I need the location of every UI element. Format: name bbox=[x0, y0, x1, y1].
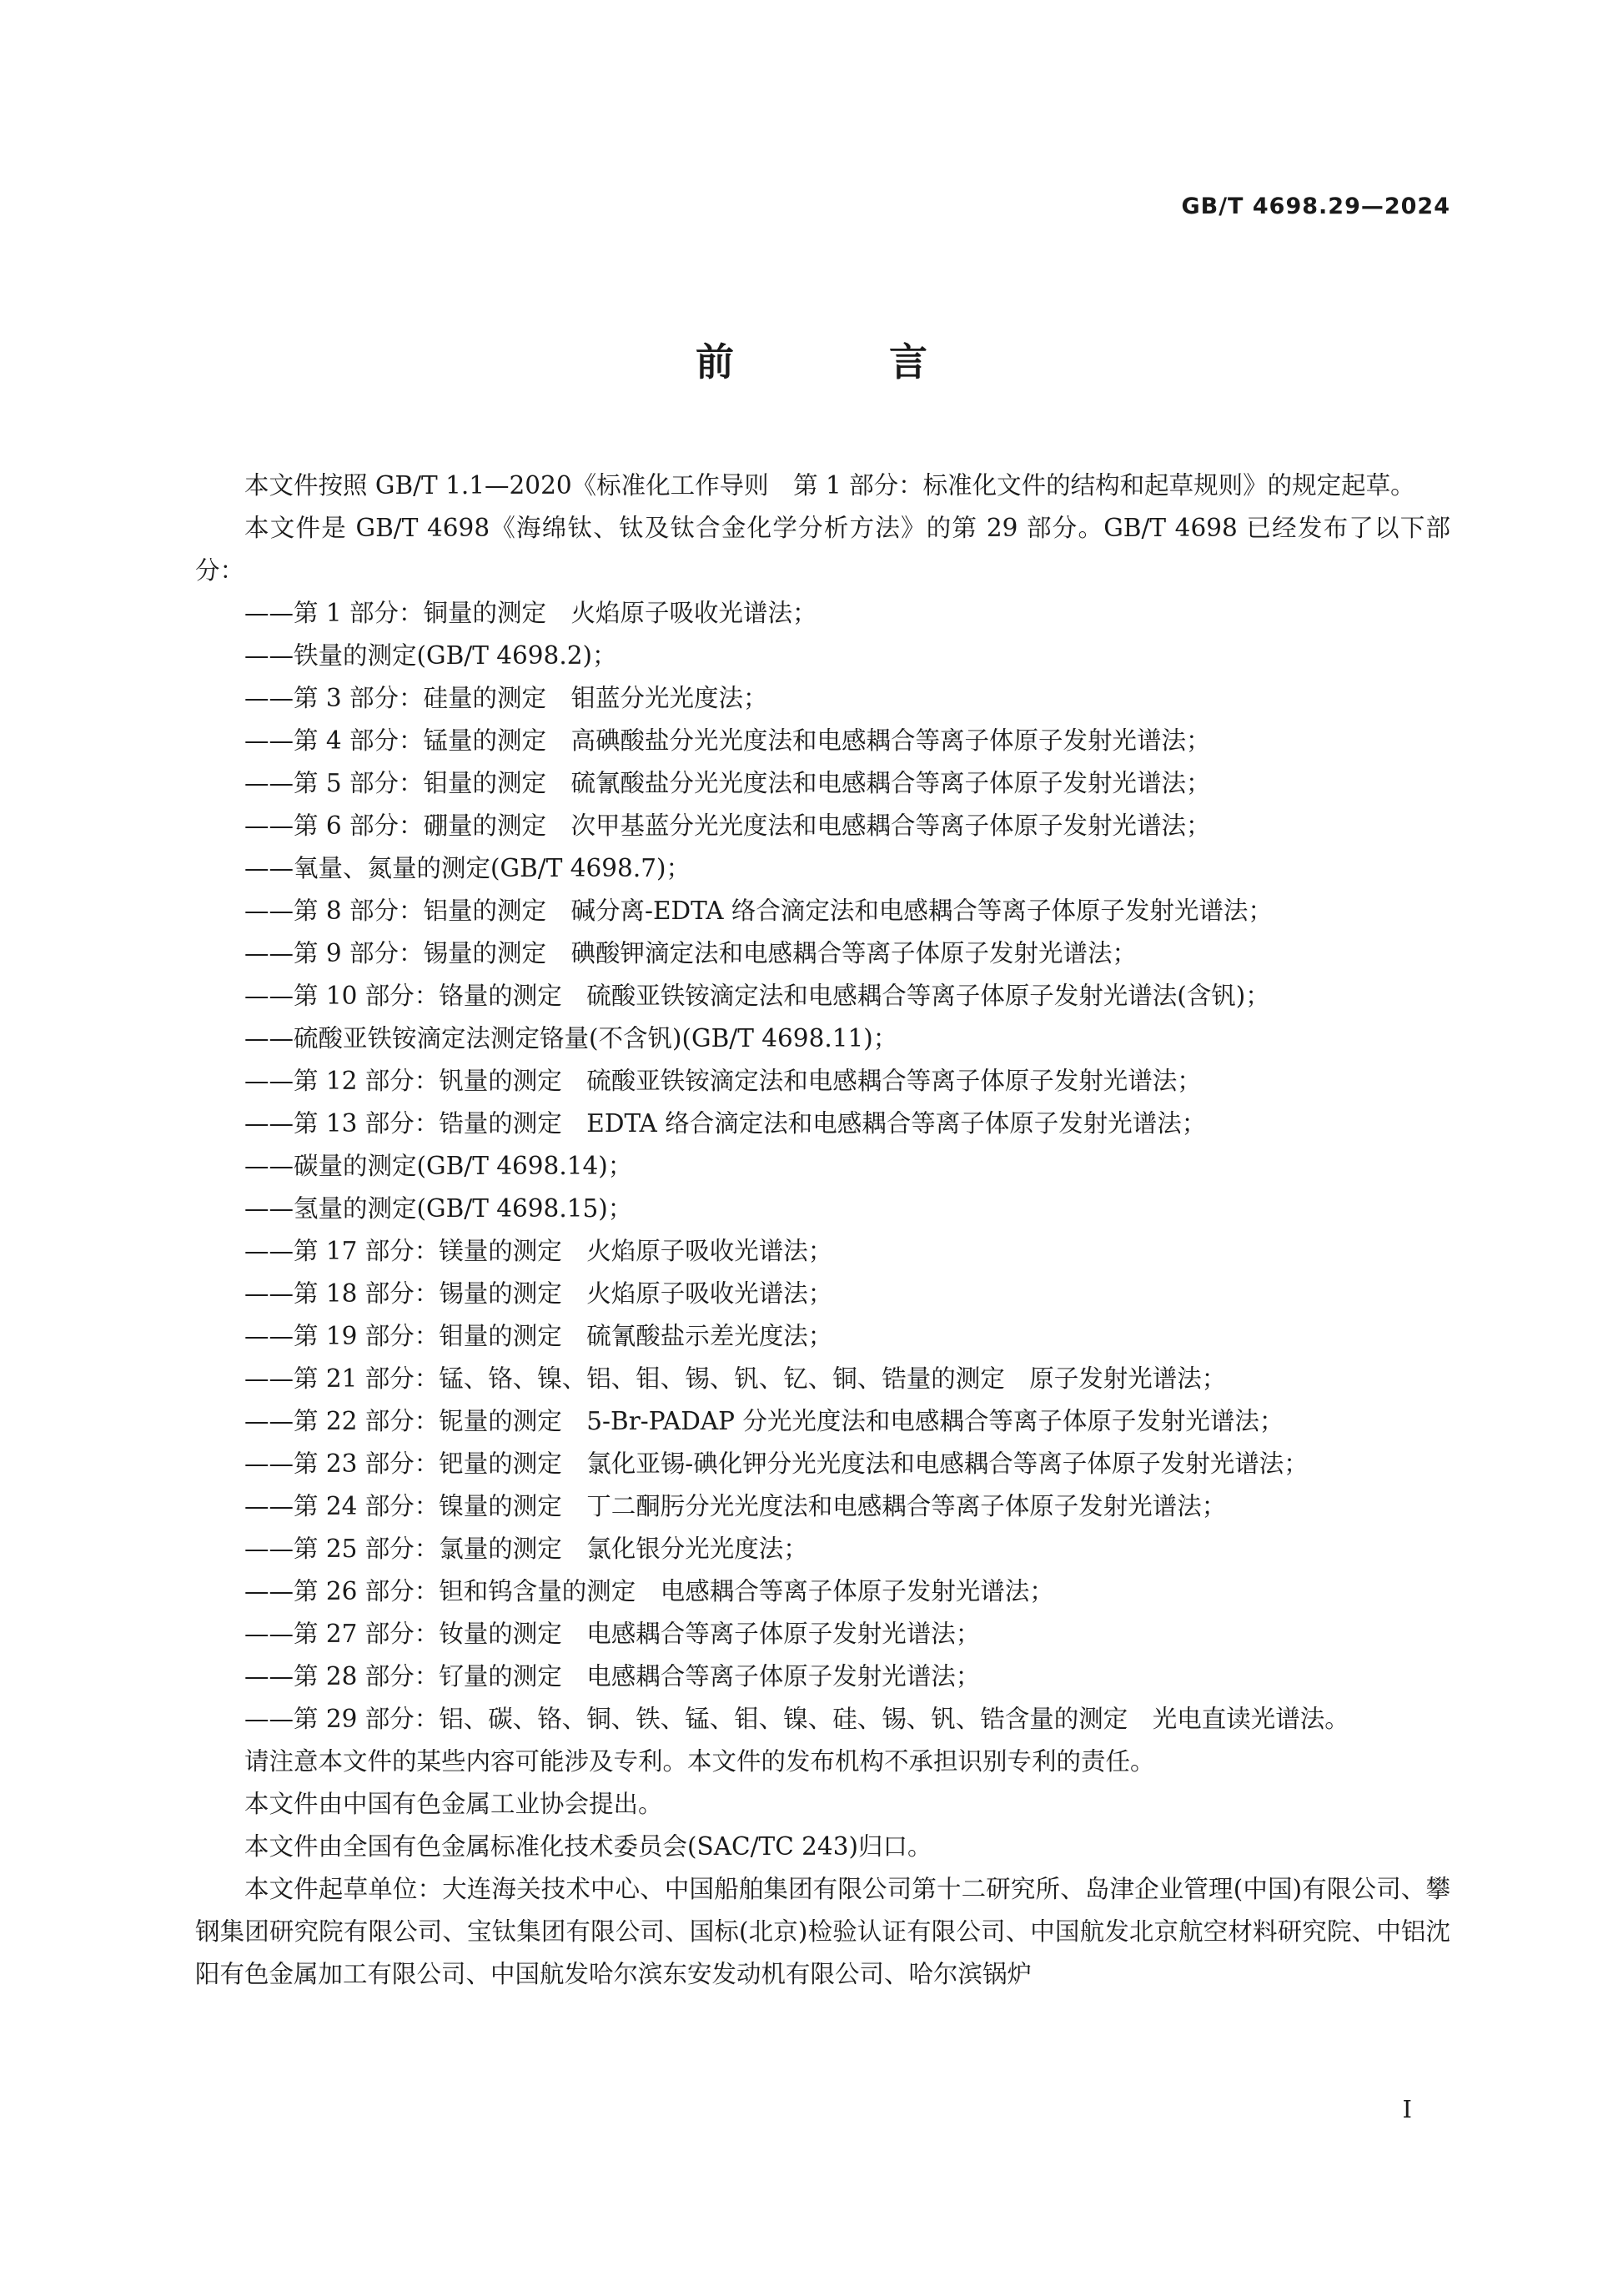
list-item: ——第 29 部分：铝、碳、铬、铜、铁、锰、钼、镍、硅、锡、钒、锆含量的测定 光电直读光谱法。 bbox=[244, 1705, 1349, 1733]
list-item: ——第 9 部分：锡量的测定 碘酸钾滴定法和电感耦合等离子体原子发射光谱法； bbox=[244, 939, 1138, 967]
paragraph: 请注意本文件的某些内容可能涉及专利。本文件的发布机构不承担识别专利的责任。 bbox=[244, 1747, 1155, 1776]
list-item: ——第 27 部分：钕量的测定 电感耦合等离子体原子发射光谱法； bbox=[244, 1620, 981, 1648]
list-item: ——第 21 部分：锰、铬、镍、铝、钼、锡、钒、钇、铜、锆量的测定 原子发射光谱法； bbox=[244, 1364, 1227, 1393]
list-item: ——氢量的测定(GB/T 4698.15)； bbox=[244, 1194, 633, 1223]
paragraph: 本文件是 GB/T 4698《海绵钛、钛及钛合金化学分析方法》的第 29 部分。GB/T 4698 已经发布了以下部分： bbox=[195, 514, 1450, 585]
list-item: ——第 1 部分：铜量的测定 火焰原子吸收光谱法； bbox=[244, 599, 817, 627]
list-item: ——第 3 部分：硅量的测定 钼蓝分光光度法； bbox=[244, 684, 768, 712]
paragraph: 本文件起草单位：大连海关技术中心、中国船舶集团有限公司第十二研究所、岛津企业管理(中国)有限公司、攀钢集团研究院有限公司、宝钛集团有限公司、国标(北京)检验认证有限公司、中国航发北京航空材料研究院、中铝沈阳有色金属加工有限公司、中国航发哈尔滨东安发动机有限公司、哈尔滨锅炉 bbox=[195, 1875, 1450, 1988]
page-number: I bbox=[1402, 2095, 1412, 2123]
closing-section bbox=[195, 1741, 1450, 1996]
parts-list bbox=[195, 592, 1450, 1741]
list-item: ——第 8 部分：铝量的测定 碱分离-EDTA 络合滴定法和电感耦合等离子体原子发射光谱法； bbox=[244, 897, 1273, 925]
page-title: 前 言 bbox=[696, 339, 986, 384]
list-item: ——碳量的测定(GB/T 4698.14)； bbox=[244, 1152, 633, 1180]
list-item: ——氧量、氮量的测定(GB/T 4698.7)； bbox=[244, 854, 691, 882]
intro-section bbox=[195, 465, 1450, 592]
list-item: ——第 23 部分：钯量的测定 氯化亚锡-碘化钾分光光度法和电感耦合等离子体原子发射光谱法； bbox=[244, 1449, 1309, 1478]
list-item: ——第 17 部分：镁量的测定 火焰原子吸收光谱法； bbox=[244, 1237, 833, 1265]
list-item: ——第 6 部分：硼量的测定 次甲基蓝分光光度法和电感耦合等离子体原子发射光谱法； bbox=[244, 811, 1211, 840]
list-item: ——第 25 部分：氯量的测定 氯化银分光光度法； bbox=[244, 1535, 808, 1563]
list-item: ——第 4 部分：锰量的测定 高碘酸盐分光光度法和电感耦合等离子体原子发射光谱法； bbox=[244, 726, 1211, 755]
list-item: ——第 12 部分：钒量的测定 硫酸亚铁铵滴定法和电感耦合等离子体原子发射光谱法； bbox=[244, 1067, 1202, 1095]
paragraph: 本文件由全国有色金属标准化技术委员会(SAC/TC 243)归口。 bbox=[244, 1832, 932, 1861]
list-item: ——第 26 部分：钽和钨含量的测定 电感耦合等离子体原子发射光谱法； bbox=[244, 1577, 1054, 1605]
list-item: ——第 24 部分：镍量的测定 丁二酮肟分光光度法和电感耦合等离子体原子发射光谱法； bbox=[244, 1492, 1227, 1520]
list-item: ——第 19 部分：钼量的测定 硫氰酸盐示差光度法； bbox=[244, 1322, 833, 1350]
list-item: ——铁量的测定(GB/T 4698.2)； bbox=[244, 641, 617, 670]
body-text bbox=[195, 465, 1450, 1996]
list-item: ——第 28 部分：钌量的测定 电感耦合等离子体原子发射光谱法； bbox=[244, 1662, 981, 1691]
list-item: ——第 13 部分：锆量的测定 EDTA 络合滴定法和电感耦合等离子体原子发射光谱法； bbox=[244, 1109, 1207, 1138]
list-item: ——硫酸亚铁铵滴定法测定铬量(不含钒)(GB/T 4698.11)； bbox=[244, 1024, 898, 1053]
list-item: ——第 18 部分：锡量的测定 火焰原子吸收光谱法； bbox=[244, 1279, 833, 1308]
paragraph: 本文件按照 GB/T 1.1—2020《标准化工作导则 第 1 部分：标准化文件的结构和起草规则》的规定起草。 bbox=[244, 471, 1415, 500]
standard-code: GB/T 4698.29—2024 bbox=[1181, 193, 1450, 219]
paragraph: 本文件由中国有色金属工业协会提出。 bbox=[244, 1790, 663, 1818]
list-item: ——第 5 部分：钼量的测定 硫氰酸盐分光光度法和电感耦合等离子体原子发射光谱法； bbox=[244, 769, 1211, 797]
list-item: ——第 22 部分：铌量的测定 5-Br-PADAP 分光光度法和电感耦合等离子体原子发射光谱法； bbox=[244, 1407, 1284, 1435]
list-item: ——第 10 部分：铬量的测定 硫酸亚铁铵滴定法和电感耦合等离子体原子发射光谱法(含钒)； bbox=[244, 982, 1270, 1010]
